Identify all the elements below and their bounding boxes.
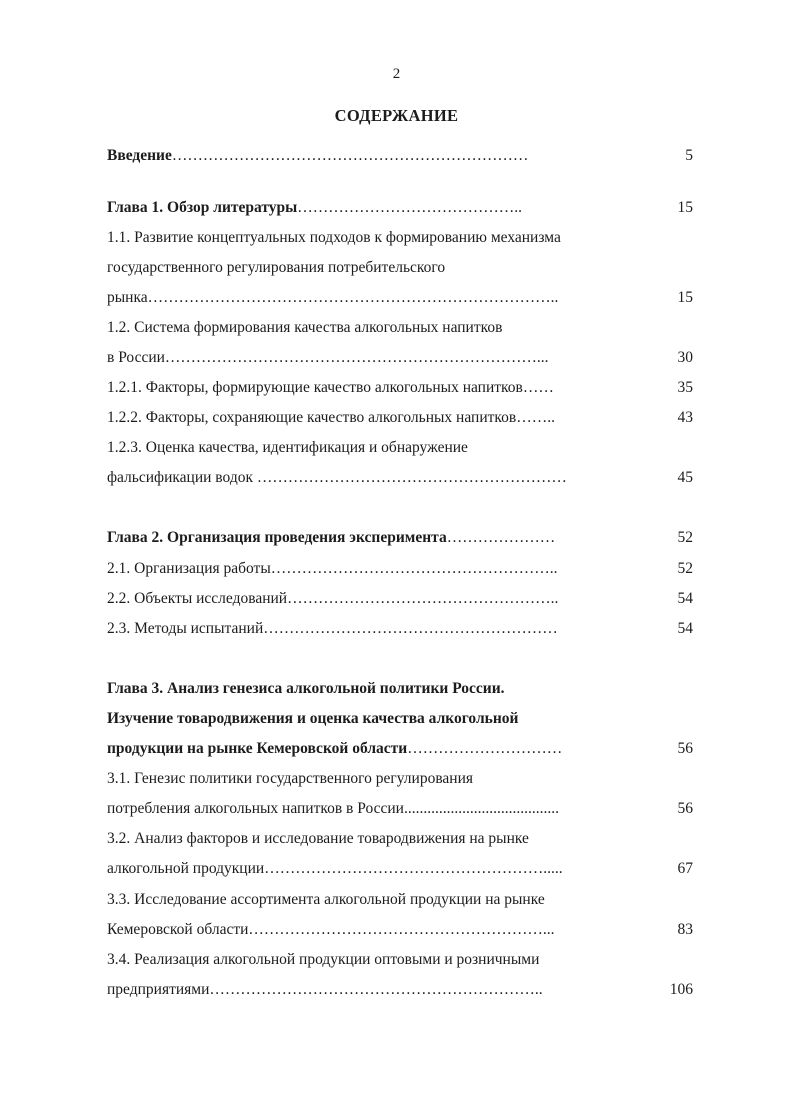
toc-entry [107, 409, 693, 433]
toc-entry-title: 3.3. Исследование ассортимента алкогольной продукции на рынке [107, 891, 545, 908]
toc-entry-page: 56 [677, 740, 693, 757]
toc-entry [107, 199, 693, 223]
toc-entry-title: в России [107, 349, 165, 366]
toc-entry-page: 52 [677, 529, 693, 546]
toc-entry-title: предприятиями [107, 981, 210, 998]
toc-entry [107, 529, 693, 553]
toc-entry-dots: …………………………………………………………… [171, 147, 529, 164]
toc-entry-title: Глава 2. Организация проведения эксперимента [107, 529, 447, 546]
toc-entry-title: 3.1. Генезис политики государственного регулирования [107, 770, 474, 787]
toc-entry-page: 30 [677, 349, 693, 366]
toc-entry-dots: ………………………………………………………………... [164, 349, 549, 366]
toc-entry [107, 981, 693, 1005]
toc-entry [107, 800, 693, 824]
toc-entry-title: 1.2.2. Факторы, сохраняющие качество алкогольных напитков [107, 409, 517, 426]
toc-entry-page: 5 [685, 147, 693, 164]
toc-entry-title: Глава 1. Обзор литературы [107, 199, 298, 216]
toc-entry-title: Глава 3. Анализ генезиса алкогольной политики России. [107, 680, 505, 697]
toc-entry-page: 106 [669, 981, 693, 998]
toc-entry-page: 83 [677, 921, 693, 938]
toc-entry [107, 921, 693, 945]
toc-entry [107, 349, 693, 373]
toc-entry [107, 379, 693, 403]
toc-entry-page: 52 [677, 560, 693, 577]
toc-entry-dots: ………………… [446, 529, 556, 546]
toc-entry-page: 54 [677, 620, 693, 637]
toc-entry-title: 3.2. Анализ факторов и исследование товародвижения на рынке [107, 830, 529, 847]
toc-entry-dots: …………………………………………………... [248, 921, 555, 938]
toc-entry [107, 319, 693, 343]
toc-entry-title: алкогольной продукции [107, 860, 265, 877]
toc-entry [107, 560, 693, 584]
toc-entry [107, 951, 693, 975]
toc-entry-title: 2.3. Методы испытаний [107, 620, 264, 637]
toc-entry-dots: ………………………… [407, 740, 563, 757]
toc-entry-page: 67 [677, 860, 693, 877]
toc-entry-page: 56 [677, 800, 693, 817]
toc-entry [107, 770, 693, 794]
toc-entry [107, 439, 693, 463]
toc-entry [107, 289, 693, 313]
toc-entry [107, 891, 693, 915]
toc-entry-dots: …… [522, 379, 554, 396]
toc-entry-title: потребления алкогольных напитков в России [107, 800, 404, 817]
toc-entry-dots: …………………………………….. [297, 199, 522, 216]
toc-entry-title: 2.1. Организация работы [107, 560, 271, 577]
toc-entry-title: 3.4. Реализация алкогольной продукции оптовыми и розничными [107, 951, 540, 968]
toc-entry-title: 1.2.1. Факторы, формирующие качество алкогольных напитков [107, 379, 523, 396]
page-title: СОДЕРЖАНИЕ [334, 106, 459, 125]
toc-entry-title: фальсификации водок [107, 469, 257, 486]
toc-entry-page: 15 [677, 199, 693, 216]
toc-entry-dots: ........................................ [403, 800, 559, 817]
toc-entry-title: Введение [107, 147, 172, 164]
toc-entry-title: государственного регулирования потребительского [107, 259, 446, 276]
toc-entry [107, 147, 693, 171]
toc-entry-dots: ………………………………………………..... [264, 860, 563, 877]
toc-entry-title: Кемеровской области [107, 921, 249, 938]
toc-entry [107, 740, 693, 764]
toc-entry-page: 35 [677, 379, 693, 396]
toc-entry-dots: …………………………………………….. [287, 590, 559, 607]
toc-entry-dots: ……………………………………………………….. [209, 981, 543, 998]
toc-entry-title: 2.2. Объекты исследований [107, 590, 288, 607]
toc-entry-title: продукции на рынке Кемеровской области [107, 740, 408, 757]
toc-entry [107, 620, 693, 644]
toc-entry-title: Изучение товародвижения и оценка качества алкогольной [107, 710, 519, 727]
toc-entry [107, 830, 693, 854]
toc-entry-dots: ………………………………………………… [263, 620, 558, 637]
toc-entry-dots: …….. [516, 409, 555, 426]
toc-entry-page: 15 [677, 289, 693, 306]
toc-entry-page: 43 [677, 409, 693, 426]
toc-entry [107, 259, 693, 283]
toc-entry-page: 54 [677, 590, 693, 607]
toc-entry-dots: …………………………………………………………………….. [147, 289, 559, 306]
toc-entry-title: рынка [107, 289, 148, 306]
toc-entry [107, 710, 693, 734]
toc-entry-dots: …………………………………………………… [256, 469, 567, 486]
page-number: 2 [392, 66, 401, 82]
toc-entry [107, 469, 693, 493]
toc-entry [107, 860, 693, 884]
toc-entry-title: 1.2.3. Оценка качества, идентификация и обнаружение [107, 439, 468, 456]
toc-entry-dots: ……………………………………………….. [270, 560, 558, 577]
toc-entry [107, 680, 693, 704]
toc-entry-title: 1.1. Развитие концептуальных подходов к формированию механизма [107, 229, 561, 246]
toc-entry-title: 1.2. Система формирования качества алкогольных напитков [107, 319, 503, 336]
toc-entry [107, 590, 693, 614]
toc-entry [107, 229, 693, 253]
toc-entry-page: 45 [677, 469, 693, 486]
